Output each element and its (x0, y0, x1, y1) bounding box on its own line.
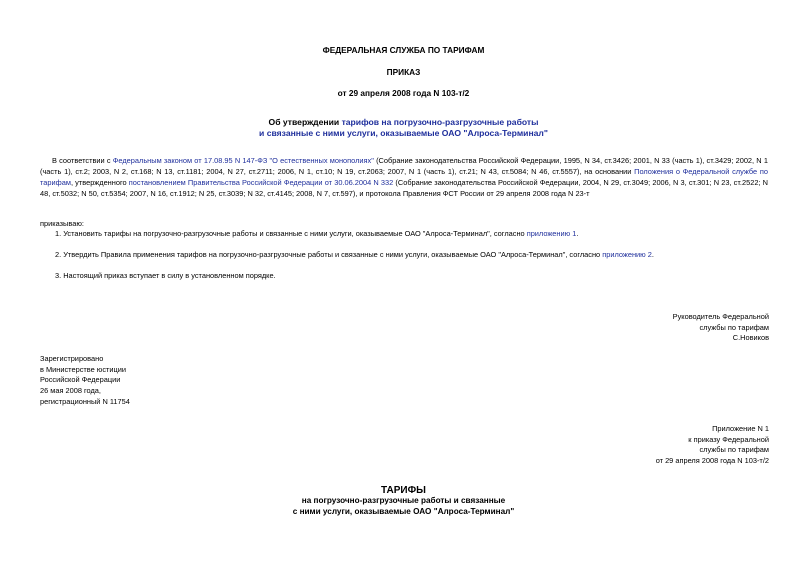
preamble-text-2: (Собрание законодательства Российской Федерации, 1995, N 34, ст.3426; 2001, N 33 (часть 1), ст.3429; 2002, N 1 (часть 1), ст.2; 2003, N 2, ст.168; N 13, ст.1181; 2004, N 27, ст.2711; 2006, N 1, ст.10; N 19, ст.2063; 2007, N 1 (часть 1), ст.21; N 43, ст.5084; N 46, ст.5557), на основании (40, 156, 768, 177)
appendix-line-4: от 29 апреля 2008 года N 103-т/2 (655, 456, 769, 466)
order-word: приказываю: (40, 219, 84, 228)
item-1-text: 1. Установить тарифы на погрузочно-разгрузочные работы и связанные с ними услуги, оказываемые ОАО "Алроса-Терминал", согласно (55, 229, 527, 238)
order-item-3 (55, 271, 775, 281)
registration-line-4: 26 мая 2008 года, (40, 386, 101, 396)
title-tariffs-link[interactable]: тарифов на погрузочно-разгрузочные работы (341, 117, 539, 127)
document-title (0, 117, 807, 138)
fst-regulation-link[interactable]: Положения о Федеральной службе по тарифам (40, 167, 768, 188)
preamble-text-3: , утвержденного (70, 178, 129, 188)
preamble-text-4: (Собрание законодательства Российской Федерации, 2004, N 29, ст.3049; 2006, N 3, ст.301; N 23, ст.2522; N 48, ст.5032; N 50, ст.5354; 2007, N 16, ст.1912; N 25, ст.3039; N 32, ст.4145; 2008, N 7, ст.597), и протокола Правления ФСТ России от 29 апреля 2008 года N 23-т (40, 178, 768, 199)
signature-line-2: службы по тарифам (699, 322, 769, 332)
government-decree-link[interactable]: постановлением Правительства Российской Федерации от 30.06.2004 N 332 (128, 178, 394, 188)
registration-line-3: Российской Федерации (40, 375, 121, 385)
appendix-2-link[interactable]: приложению 2 (602, 250, 652, 259)
tariffs-subtitle-line-1: на погрузочно-разгрузочные работы и связанные (301, 496, 506, 505)
title-line2-link[interactable]: и связанные с ними услуги, оказываемые ОАО "Алроса-Терминал" (259, 127, 548, 138)
order-item-2 (55, 250, 775, 260)
tariffs-subtitle-line-2: с ними услуги, оказываемые ОАО "Алроса-Терминал" (292, 506, 515, 516)
registration-block (40, 354, 130, 408)
title-prefix: Об утверждении (268, 117, 342, 127)
appendix-line-3: службы по тарифам (699, 445, 769, 455)
preamble-text-1: В соответствии с (52, 156, 113, 165)
order-item-1 (55, 229, 775, 239)
appendix-line-1: Приложение N 1 (712, 424, 769, 433)
appendix-line-2: к приказу Федеральной (688, 434, 769, 444)
signature-line-1: Руководитель Федеральной (672, 312, 769, 321)
signature-block (673, 312, 769, 344)
registration-line-1: Зарегистрировано (40, 354, 104, 363)
registration-line-2: в Министерстве юстиции (40, 364, 127, 374)
item-1-end: . (576, 229, 579, 238)
registration-line-5: регистрационный N 11754 (40, 396, 130, 406)
doc-date-number: от 29 апреля 2008 года N 103-т/2 (337, 88, 470, 98)
signature-name: С.Новиков (732, 333, 769, 343)
tariffs-title: ТАРИФЫ (381, 485, 426, 496)
federal-law-link[interactable]: Федеральным законом от 17.08.95 N 147-ФЗ "О естественных монополиях" (112, 156, 374, 165)
agency-heading: ФЕДЕРАЛЬНАЯ СЛУЖБА ПО ТАРИФАМ (322, 45, 485, 55)
appendix-1-link[interactable]: приложению 1 (526, 229, 577, 238)
preamble-paragraph (40, 155, 768, 199)
item-3-text: 3. Настоящий приказ вступает в силу в установленном порядке. (55, 271, 276, 280)
tariffs-subtitle (0, 496, 807, 517)
item-2-text: 2. Утвердить Правила применения тарифов на погрузочно-разгрузочные работы и связанные с ними услуги, оказываемые ОАО "Алроса-Терминал", согласно (55, 250, 603, 259)
item-2-end: . (651, 250, 654, 259)
appendix-block (656, 424, 769, 467)
doc-type-heading: ПРИКАЗ (386, 67, 421, 77)
